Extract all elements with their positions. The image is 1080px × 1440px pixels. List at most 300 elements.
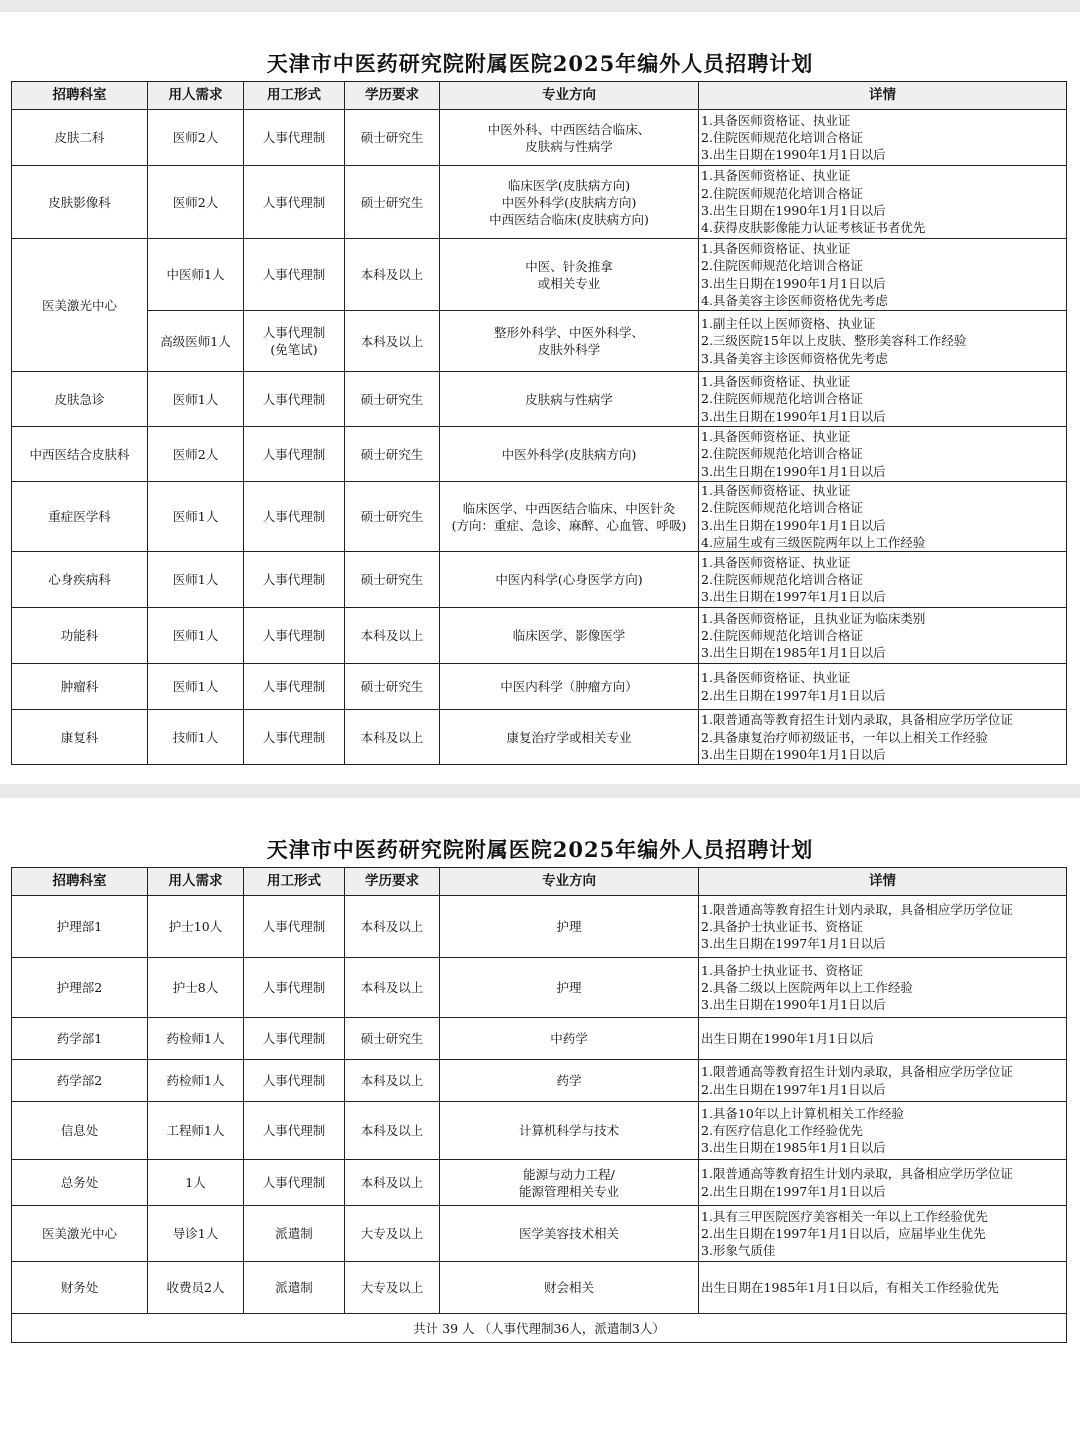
cell-edu-line: 硕士研究生 bbox=[360, 194, 424, 210]
cell-form bbox=[244, 1060, 345, 1102]
cell-need bbox=[148, 239, 244, 311]
cell-major bbox=[440, 552, 699, 608]
cell-details bbox=[699, 311, 1067, 372]
cell-need bbox=[148, 372, 244, 427]
cell-edu-line: 硕士研究生 bbox=[360, 679, 424, 695]
cell-need-line: 高级医师1人 bbox=[160, 333, 231, 349]
cell-need-line: 1人 bbox=[185, 1175, 206, 1190]
cell-dept bbox=[12, 482, 148, 552]
cell-edu bbox=[345, 1018, 440, 1060]
cell-edu bbox=[345, 239, 440, 311]
cell-need bbox=[148, 1206, 244, 1262]
cell-details-line: 3.具备美容主诊医师资格优先考虑 bbox=[701, 350, 888, 366]
cell-details-line: 2.住院医师规范化培训合格证 bbox=[701, 129, 863, 145]
cell-form-line: 人事代理制 bbox=[262, 1031, 326, 1046]
cell-need bbox=[148, 552, 244, 608]
cell-dept bbox=[12, 1160, 148, 1206]
cell-edu-line: 本科及以上 bbox=[360, 333, 424, 349]
cell-need-line: 医师1人 bbox=[172, 572, 219, 588]
cell-major bbox=[440, 427, 699, 482]
cell-major-line: 中医内科学(心身医学方向) bbox=[495, 572, 643, 588]
cell-details bbox=[699, 1262, 1067, 1314]
cell-details-line: 3.出生日期在1990年1月1日以后 bbox=[701, 408, 886, 424]
cell-details bbox=[699, 958, 1067, 1018]
cell-dept bbox=[12, 1262, 148, 1314]
cell-major-line: 中药学 bbox=[550, 1031, 588, 1046]
cell-details-line: 1.具备医师资格证、执业证 bbox=[701, 670, 851, 686]
cell-dept bbox=[12, 239, 148, 372]
header-dept: 招聘科室 bbox=[12, 868, 148, 896]
cell-edu bbox=[345, 1102, 440, 1160]
cell-details-line: 4.具备美容主诊医师资格优先考虑 bbox=[701, 292, 888, 308]
cell-major-line: 中西医结合临床(皮肤病方向) bbox=[489, 211, 649, 227]
cell-details-line: 2.具备康复治疗师初级证书，一年以上相关工作经验 bbox=[701, 729, 988, 745]
cell-details bbox=[699, 1018, 1067, 1060]
cell-dept-line: 药学部2 bbox=[56, 1073, 103, 1088]
cell-need-line: 中医师1人 bbox=[166, 267, 225, 282]
cell-major bbox=[440, 239, 699, 311]
page-2 bbox=[0, 798, 1080, 1440]
cell-details-line: 3.出生日期在1990年1月1日以后 bbox=[701, 203, 886, 218]
cell-edu bbox=[345, 1060, 440, 1102]
cell-dept-line: 护理部2 bbox=[56, 980, 103, 995]
cell-edu bbox=[345, 1262, 440, 1314]
cell-dept bbox=[12, 552, 148, 608]
cell-details-line: 3.形象气质佳 bbox=[701, 1243, 776, 1259]
cell-form-line: 人事代理制 bbox=[262, 194, 326, 210]
cell-form bbox=[244, 372, 345, 427]
cell-need-line: 护士10人 bbox=[168, 919, 223, 934]
cell-major bbox=[440, 166, 699, 239]
cell-dept-line: 护理部1 bbox=[56, 919, 103, 934]
cell-form-line: 人事代理制 bbox=[262, 679, 326, 695]
cell-details-line: 3.出生日期在1997年1月1日以后 bbox=[701, 589, 886, 605]
cell-major-line: 临床医学、中西医结合临床、中医针灸 bbox=[462, 500, 676, 516]
cell-major-line: 中医外科、中西医结合临床、 bbox=[487, 121, 651, 137]
cell-need-line: 医师2人 bbox=[172, 130, 219, 145]
cell-form bbox=[244, 1018, 345, 1060]
cell-major-line: 临床医学(皮肤病方向) bbox=[507, 177, 631, 193]
cell-edu-line: 本科及以上 bbox=[360, 980, 424, 995]
cell-need-line: 药检师1人 bbox=[166, 1073, 225, 1088]
cell-edu-line: 硕士研究生 bbox=[360, 130, 424, 145]
cell-form bbox=[244, 664, 345, 710]
cell-major bbox=[440, 710, 699, 765]
cell-details-line: 2.住院医师规范化培训合格证 bbox=[701, 258, 863, 274]
cell-major bbox=[440, 110, 699, 166]
header-need: 用人需求 bbox=[148, 82, 244, 110]
cell-major-line: 护理 bbox=[556, 919, 582, 934]
cell-details-line: 1.具备医师资格证、执业证 bbox=[701, 554, 851, 570]
cell-edu-line: 本科及以上 bbox=[360, 1175, 424, 1190]
cell-details bbox=[699, 1206, 1067, 1262]
cell-details-line: 2.住院医师规范化培训合格证 bbox=[701, 446, 863, 462]
cell-edu bbox=[345, 710, 440, 765]
cell-edu-line: 本科及以上 bbox=[360, 628, 424, 644]
cell-details-line: 1.限普通高等教育招生计划内录取，具备相应学历学位证 bbox=[701, 1064, 1013, 1080]
cell-need bbox=[148, 896, 244, 958]
cell-major bbox=[440, 311, 699, 372]
cell-major bbox=[440, 896, 699, 958]
cell-form-line: 人事代理制 bbox=[262, 980, 326, 995]
cell-form-line: 人事代理制 bbox=[262, 446, 326, 462]
cell-edu-line: 本科及以上 bbox=[360, 919, 424, 934]
header-major: 专业方向 bbox=[440, 82, 699, 110]
cell-major-line: 计算机科学与技术 bbox=[518, 1123, 619, 1138]
cell-major-line: 中医内科学（肿瘤方向） bbox=[500, 679, 638, 695]
cell-details-line: 1.具备医师资格证、执业证 bbox=[701, 374, 851, 390]
cell-need-line: 医师1人 bbox=[172, 509, 219, 525]
cell-edu bbox=[345, 1206, 440, 1262]
cell-major bbox=[440, 482, 699, 552]
cell-details-line: 1.具备医师资格证、执业证 bbox=[701, 168, 851, 184]
cell-need bbox=[148, 1262, 244, 1314]
cell-dept-line: 肿瘤科 bbox=[60, 679, 99, 695]
table-row bbox=[12, 710, 1067, 765]
cell-form bbox=[244, 896, 345, 958]
cell-edu bbox=[345, 552, 440, 608]
cell-form bbox=[244, 1206, 345, 1262]
cell-details bbox=[699, 664, 1067, 710]
cell-major-line: 皮肤外科学 bbox=[537, 342, 601, 357]
cell-major-line: 中医外科学(皮肤病方向) bbox=[501, 194, 637, 210]
cell-edu bbox=[345, 608, 440, 664]
cell-form bbox=[244, 427, 345, 482]
cell-need bbox=[148, 664, 244, 710]
cell-dept bbox=[12, 1060, 148, 1102]
header-need: 用人需求 bbox=[148, 868, 244, 896]
cell-details-line: 3.出生日期在1990年1月1日以后 bbox=[701, 997, 886, 1013]
header-row bbox=[12, 868, 1067, 896]
cell-form bbox=[244, 608, 345, 664]
table-row bbox=[12, 958, 1067, 1018]
cell-details-line: 3.出生日期在1985年1月1日以后 bbox=[701, 645, 886, 661]
cell-dept bbox=[12, 664, 148, 710]
cell-need-line: 医师2人 bbox=[172, 446, 219, 462]
table-row bbox=[12, 1060, 1067, 1102]
cell-details-line: 1.具备医师资格证、执业证 bbox=[701, 240, 851, 256]
header-form: 用工形式 bbox=[244, 868, 345, 896]
total-row bbox=[12, 1314, 1067, 1343]
cell-dept-line: 医美激光中心 bbox=[41, 1226, 117, 1241]
cell-details-line: 2.出生日期在1997年1月1日以后 bbox=[701, 1183, 886, 1199]
cell-major bbox=[440, 664, 699, 710]
cell-need bbox=[148, 110, 244, 166]
cell-need bbox=[148, 1018, 244, 1060]
cell-details-line: 2.出生日期在1997年1月1日以后，应届毕业生优先 bbox=[701, 1225, 986, 1241]
cell-details bbox=[699, 896, 1067, 958]
table-row bbox=[12, 239, 1067, 311]
table-row bbox=[12, 110, 1067, 166]
recruitment-table bbox=[11, 81, 1067, 765]
cell-edu-line: 硕士研究生 bbox=[360, 446, 424, 462]
cell-dept bbox=[12, 110, 148, 166]
cell-details bbox=[699, 239, 1067, 311]
cell-form bbox=[244, 552, 345, 608]
cell-need-line: 收费员2人 bbox=[166, 1280, 225, 1295]
cell-need bbox=[148, 166, 244, 239]
cell-need-line: 医师1人 bbox=[172, 679, 219, 695]
cell-details-line: 1.限普通高等教育招生计划内录取，具备相应学历学位证 bbox=[701, 901, 1013, 917]
table-row bbox=[12, 1206, 1067, 1262]
cell-major bbox=[440, 1262, 699, 1314]
cell-form-line: 人事代理制 bbox=[262, 572, 326, 588]
cell-details-line: 3.出生日期在1990年1月1日以后 bbox=[701, 463, 886, 479]
cell-form-line: 派遣制 bbox=[275, 1226, 313, 1241]
cell-details bbox=[699, 710, 1067, 765]
table-row bbox=[12, 372, 1067, 427]
cell-details-line: 2.具备二级以上医院两年以上工作经验 bbox=[701, 979, 913, 995]
cell-details-line: 出生日期在1985年1月1日以后，有相关工作经验优先 bbox=[701, 1279, 999, 1295]
cell-details-line: 1.限普通高等教育招生计划内录取，具备相应学历学位证 bbox=[701, 712, 1013, 728]
page-title: 天津市中医药研究院附属医院2025年编外人员招聘计划 bbox=[266, 837, 814, 862]
cell-dept-line: 总务处 bbox=[60, 1175, 99, 1190]
cell-major-line: 或相关专业 bbox=[537, 275, 601, 291]
cell-major bbox=[440, 1060, 699, 1102]
cell-dept-line: 皮肤影像科 bbox=[48, 194, 111, 210]
cell-dept-line: 皮肤急诊 bbox=[54, 391, 105, 407]
table-row bbox=[12, 1262, 1067, 1314]
cell-edu bbox=[345, 958, 440, 1018]
cell-edu-line: 本科及以上 bbox=[360, 267, 424, 282]
cell-dept bbox=[12, 427, 148, 482]
cell-details-line: 1.具备医师资格证，且执业证为临床类别 bbox=[701, 610, 926, 626]
cell-major-line: (方向：重症、急诊、麻醉、心血管、呼吸) bbox=[451, 517, 687, 533]
table-row bbox=[12, 1102, 1067, 1160]
cell-form bbox=[244, 1262, 345, 1314]
recruitment-table bbox=[11, 867, 1067, 1343]
table-row bbox=[12, 166, 1067, 239]
header-edu: 学历要求 bbox=[345, 868, 440, 896]
cell-dept bbox=[12, 710, 148, 765]
cell-edu bbox=[345, 664, 440, 710]
cell-dept bbox=[12, 1206, 148, 1262]
cell-details-line: 4.应届生或有三级医院两年以上工作经验 bbox=[701, 534, 926, 550]
cell-need-line: 导诊1人 bbox=[172, 1226, 219, 1241]
cell-major-line: 皮肤病与性病学 bbox=[525, 391, 613, 407]
cell-edu bbox=[345, 311, 440, 372]
table-row bbox=[12, 311, 1067, 372]
cell-form-line: 人事代理制 bbox=[262, 1123, 326, 1138]
cell-details-line: 2.出生日期在1997年1月1日以后 bbox=[701, 1081, 886, 1097]
cell-dept bbox=[12, 1102, 148, 1160]
cell-major bbox=[440, 1102, 699, 1160]
cell-details-line: 3.出生日期在1990年1月1日以后 bbox=[701, 517, 886, 533]
cell-form-line: 人事代理制 bbox=[262, 267, 326, 282]
header-details: 详情 bbox=[699, 868, 1067, 896]
cell-dept bbox=[12, 166, 148, 239]
cell-details-line: 3.出生日期在1985年1月1日以后 bbox=[701, 1140, 886, 1156]
cell-dept-line: 药学部1 bbox=[56, 1031, 103, 1046]
page-title: 天津市中医药研究院附属医院2025年编外人员招聘计划 bbox=[266, 51, 814, 76]
cell-details-line: 2.有医疗信息化工作经验优先 bbox=[701, 1122, 863, 1138]
table-row bbox=[12, 427, 1067, 482]
cell-need-line: 护士8人 bbox=[172, 980, 219, 995]
cell-need bbox=[148, 1102, 244, 1160]
table-row bbox=[12, 1018, 1067, 1060]
table-row bbox=[12, 608, 1067, 664]
cell-dept bbox=[12, 958, 148, 1018]
cell-form-line: 人事代理制 bbox=[262, 729, 326, 745]
cell-form-line: (免笔试) bbox=[270, 342, 318, 357]
cell-edu bbox=[345, 110, 440, 166]
cell-form bbox=[244, 1160, 345, 1206]
cell-major-line: 整形外科学、中医外科学、 bbox=[493, 325, 644, 340]
table-row bbox=[12, 482, 1067, 552]
cell-form bbox=[244, 239, 345, 311]
cell-form-line: 人事代理制 bbox=[262, 1073, 326, 1088]
cell-major-line: 财会相关 bbox=[543, 1280, 594, 1295]
header-dept: 招聘科室 bbox=[12, 82, 148, 110]
cell-details-line: 1.具有三甲医院医疗美容相关一年以上工作经验优先 bbox=[701, 1208, 988, 1224]
cell-need bbox=[148, 958, 244, 1018]
cell-edu bbox=[345, 427, 440, 482]
cell-details-line: 4.获得皮肤影像能力认证考核证书者优先 bbox=[701, 220, 926, 236]
cell-need-line: 工程师1人 bbox=[166, 1123, 225, 1138]
cell-details-line: 2.住院医师规范化培训合格证 bbox=[701, 572, 863, 588]
cell-major bbox=[440, 1018, 699, 1060]
cell-need bbox=[148, 311, 244, 372]
cell-details-line: 2.三级医院15年以上皮肤、整形美容科工作经验 bbox=[701, 333, 967, 349]
cell-dept-line: 医美激光中心 bbox=[41, 297, 117, 313]
cell-dept-line: 功能科 bbox=[60, 628, 99, 644]
cell-need-line: 医师1人 bbox=[172, 391, 219, 407]
cell-dept bbox=[12, 372, 148, 427]
cell-details-line: 3.出生日期在1990年1月1日以后 bbox=[701, 275, 886, 291]
cell-details bbox=[699, 1102, 1067, 1160]
cell-dept-line: 财务处 bbox=[60, 1280, 99, 1295]
cell-details bbox=[699, 1060, 1067, 1102]
cell-details bbox=[699, 608, 1067, 664]
table-body bbox=[12, 896, 1067, 1314]
header-edu: 学历要求 bbox=[345, 82, 440, 110]
cell-dept bbox=[12, 1018, 148, 1060]
cell-details-line: 1.具备10年以上计算机相关工作经验 bbox=[701, 1105, 904, 1121]
cell-form bbox=[244, 482, 345, 552]
cell-form-line: 人事代理制 bbox=[262, 391, 326, 407]
cell-details-line: 2.住院医师规范化培训合格证 bbox=[701, 500, 863, 516]
cell-form bbox=[244, 710, 345, 765]
cell-details bbox=[699, 110, 1067, 166]
cell-details bbox=[699, 552, 1067, 608]
cell-major-line: 医学美容技术相关 bbox=[518, 1226, 619, 1241]
header-row bbox=[12, 82, 1067, 110]
cell-major-line: 临床医学、影像医学 bbox=[512, 628, 626, 644]
cell-dept-line: 重症医学科 bbox=[48, 509, 111, 525]
cell-dept-line: 心身疾病科 bbox=[48, 572, 111, 588]
cell-dept-line: 信息处 bbox=[60, 1123, 99, 1138]
table-row bbox=[12, 664, 1067, 710]
cell-dept-line: 中西医结合皮肤科 bbox=[29, 446, 130, 462]
cell-edu-line: 硕士研究生 bbox=[360, 572, 424, 588]
cell-edu bbox=[345, 166, 440, 239]
cell-major-line: 能源与动力工程/ bbox=[523, 1166, 615, 1182]
cell-form bbox=[244, 1102, 345, 1160]
cell-form-line: 人事代理制 bbox=[262, 1175, 326, 1190]
cell-form-line: 人事代理制 bbox=[262, 509, 326, 525]
cell-dept bbox=[12, 896, 148, 958]
cell-edu-line: 本科及以上 bbox=[360, 1073, 424, 1088]
cell-edu-line: 本科及以上 bbox=[360, 1123, 424, 1138]
cell-form bbox=[244, 166, 345, 239]
cell-form-line: 人事代理制 bbox=[262, 628, 326, 644]
cell-details-line: 2.住院医师规范化培训合格证 bbox=[701, 628, 863, 644]
cell-major-line: 药学 bbox=[556, 1073, 582, 1088]
cell-edu-line: 硕士研究生 bbox=[360, 1031, 424, 1046]
cell-form-line: 人事代理制 bbox=[262, 325, 326, 340]
cell-form bbox=[244, 110, 345, 166]
cell-need-line: 技师1人 bbox=[172, 729, 219, 745]
cell-details-line: 3.出生日期在1997年1月1日以后 bbox=[701, 936, 886, 952]
cell-details bbox=[699, 1160, 1067, 1206]
table-row bbox=[12, 552, 1067, 608]
cell-form-line: 人事代理制 bbox=[262, 130, 326, 145]
cell-major-line: 康复治疗学或相关专业 bbox=[506, 729, 632, 745]
cell-form-line: 派遣制 bbox=[275, 1280, 313, 1295]
cell-edu bbox=[345, 1160, 440, 1206]
cell-edu-line: 硕士研究生 bbox=[360, 391, 424, 407]
cell-details bbox=[699, 482, 1067, 552]
cell-details-line: 1.限普通高等教育招生计划内录取，具备相应学历学位证 bbox=[701, 1166, 1013, 1182]
cell-details-line: 出生日期在1990年1月1日以后 bbox=[701, 1030, 874, 1046]
cell-details-line: 3.出生日期在1990年1月1日以后 bbox=[701, 147, 886, 163]
cell-need bbox=[148, 482, 244, 552]
cell-need bbox=[148, 1160, 244, 1206]
cell-edu-line: 大专及以上 bbox=[360, 1280, 424, 1295]
cell-details-line: 2.住院医师规范化培训合格证 bbox=[701, 185, 863, 201]
cell-details-line: 2.住院医师规范化培训合格证 bbox=[701, 391, 863, 407]
cell-details bbox=[699, 427, 1067, 482]
header-major: 专业方向 bbox=[440, 868, 699, 896]
cell-need bbox=[148, 427, 244, 482]
cell-edu-line: 硕士研究生 bbox=[360, 509, 424, 525]
cell-major bbox=[440, 372, 699, 427]
cell-major-line: 皮肤病与性病学 bbox=[525, 138, 613, 154]
cell-need bbox=[148, 1060, 244, 1102]
cell-edu-line: 大专及以上 bbox=[360, 1226, 424, 1241]
table-row bbox=[12, 1160, 1067, 1206]
cell-dept bbox=[12, 608, 148, 664]
cell-edu bbox=[345, 372, 440, 427]
cell-major bbox=[440, 1160, 699, 1206]
cell-details-line: 3.出生日期在1990年1月1日以后 bbox=[701, 746, 886, 762]
cell-edu bbox=[345, 896, 440, 958]
cell-major-line: 中医、针灸推拿 bbox=[525, 258, 613, 274]
cell-major bbox=[440, 958, 699, 1018]
cell-need-line: 医师2人 bbox=[172, 194, 219, 210]
cell-details-line: 1.具备医师资格证、执业证 bbox=[701, 483, 851, 498]
cell-edu-line: 本科及以上 bbox=[360, 729, 424, 745]
cell-details-line: 1.具备护士执业证书、资格证 bbox=[701, 962, 863, 978]
cell-details-line: 1.副主任以上医师资格、执业证 bbox=[701, 316, 876, 332]
cell-edu bbox=[345, 482, 440, 552]
cell-need-line: 医师1人 bbox=[172, 628, 219, 644]
header-form: 用工形式 bbox=[244, 82, 345, 110]
cell-form-line: 人事代理制 bbox=[262, 919, 326, 934]
cell-need-line: 药检师1人 bbox=[166, 1031, 225, 1046]
table-row bbox=[12, 896, 1067, 958]
cell-major-line: 能源管理相关专业 bbox=[518, 1183, 619, 1199]
header-details: 详情 bbox=[699, 82, 1067, 110]
cell-major bbox=[440, 1206, 699, 1262]
page-1 bbox=[0, 12, 1080, 784]
cell-need bbox=[148, 608, 244, 664]
cell-details bbox=[699, 166, 1067, 239]
total-text: 共计 39 人 （人事代理制36人，派遣制3人） bbox=[12, 1314, 1067, 1343]
cell-details bbox=[699, 372, 1067, 427]
cell-need bbox=[148, 710, 244, 765]
cell-form bbox=[244, 311, 345, 372]
